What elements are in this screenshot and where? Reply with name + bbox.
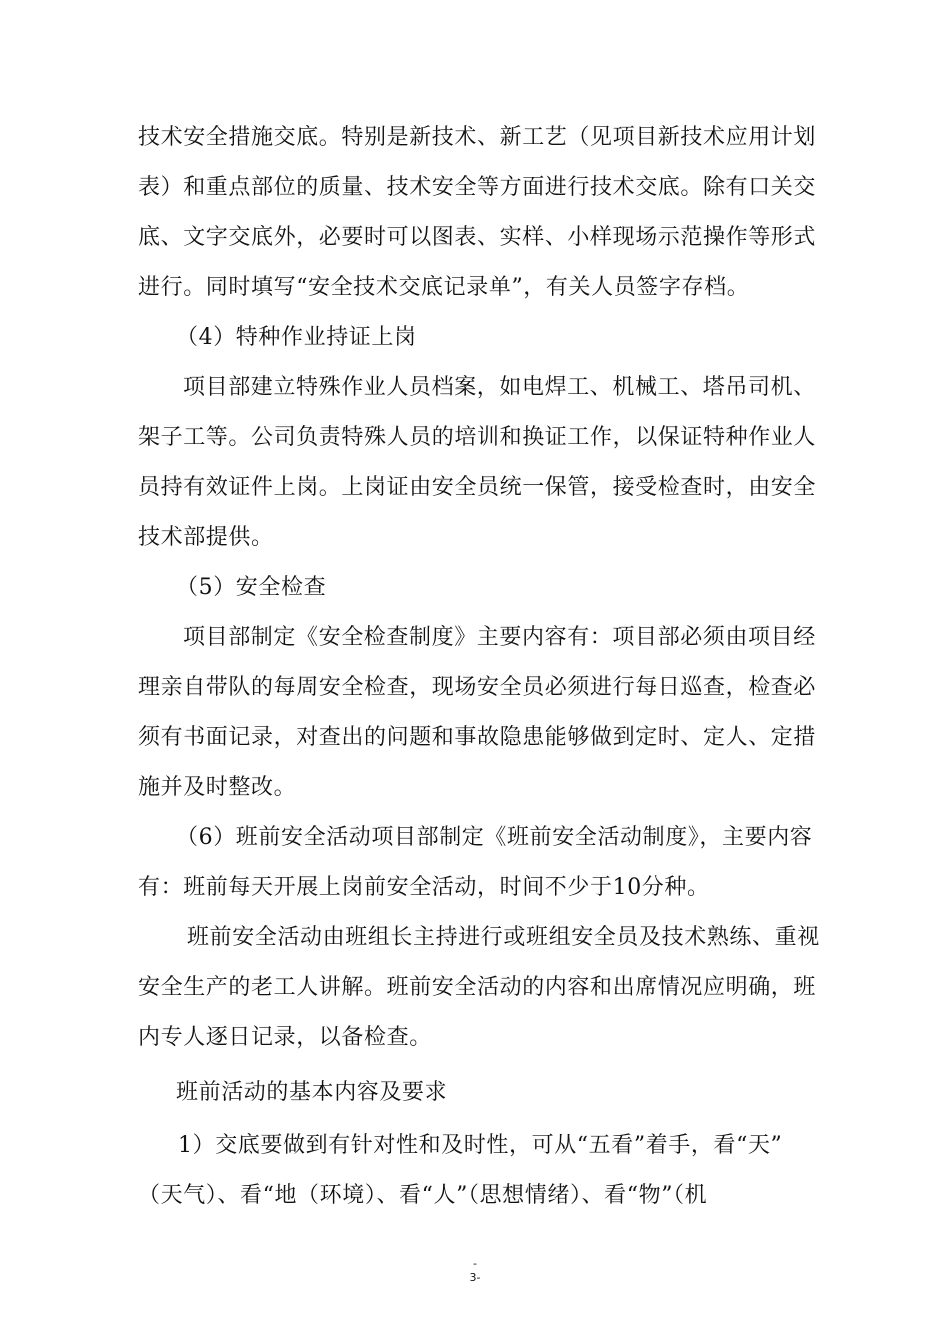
paragraph-line: 班前安全活动由班组长主持进行或班组安全员及技术熟练、重视 xyxy=(187,925,820,950)
paragraph-line: 须有书面记录，对查出的问题和事故隐患能够做到定时、定人、定措 xyxy=(138,725,817,750)
section-heading-5: （5）安全检查 xyxy=(176,575,327,600)
paragraph-line: 1）交底要做到有针对性和及时性，可从“五看”着手，看“天” xyxy=(178,1133,783,1158)
paragraph-line: 施并及时整改。 xyxy=(138,775,297,800)
paragraph-line: 理亲自带队的每周安全检查，现场安全员必须进行每日巡查，检查必 xyxy=(138,675,817,700)
paragraph-line: 员持有效证件上岗。上岗证由安全员统一保管，接受检查时，由安全 xyxy=(138,475,817,500)
paragraph-line: 底、文字交底外，必要时可以图表、实样、小样现场示范操作等形式 xyxy=(138,225,817,250)
subsection-heading: 班前活动的基本内容及要求 xyxy=(176,1080,448,1105)
section-heading-6: （6）班前安全活动项目部制定《班前安全活动制度》，主要内容 xyxy=(176,825,813,850)
page-number: 3- xyxy=(469,1271,481,1284)
paragraph-line: 技术安全措施交底。特别是新技术、新工艺（见项目新技术应用计划 xyxy=(138,125,817,150)
paragraph-line: 进行。同时填写“安全技术交底记录单”，有关人员签字存档。 xyxy=(138,275,750,300)
section-heading-4: （4）特种作业持证上岗 xyxy=(176,325,417,350)
paragraph-line: 表）和重点部位的质量、技术安全等方面进行技术交底。除有口关交 xyxy=(138,175,817,200)
paragraph-line: 项目部制定《安全检查制度》主要内容有：项目部必须由项目经 xyxy=(183,625,816,650)
footer-dash: - xyxy=(473,1257,477,1270)
paragraph-line: 有：班前每天开展上岗前安全活动，时间不少于10分种。 xyxy=(138,875,710,900)
paragraph-line: （天气）、看“地（环境）、看“人”（思想情绪）、看“物”（机 xyxy=(138,1183,708,1208)
paragraph-line: 架子工等。公司负责特殊人员的培训和换证工作，以保证特种作业人 xyxy=(138,425,817,450)
paragraph-line: 内专人逐日记录，以备检查。 xyxy=(138,1025,432,1050)
paragraph-line: 技术部提供。 xyxy=(138,525,274,550)
paragraph-line: 项目部建立特殊作业人员档案，如电焊工、机械工、塔吊司机、 xyxy=(183,375,816,400)
paragraph-line: 安全生产的老工人讲解。班前安全活动的内容和出席情况应明确，班 xyxy=(138,975,817,1000)
